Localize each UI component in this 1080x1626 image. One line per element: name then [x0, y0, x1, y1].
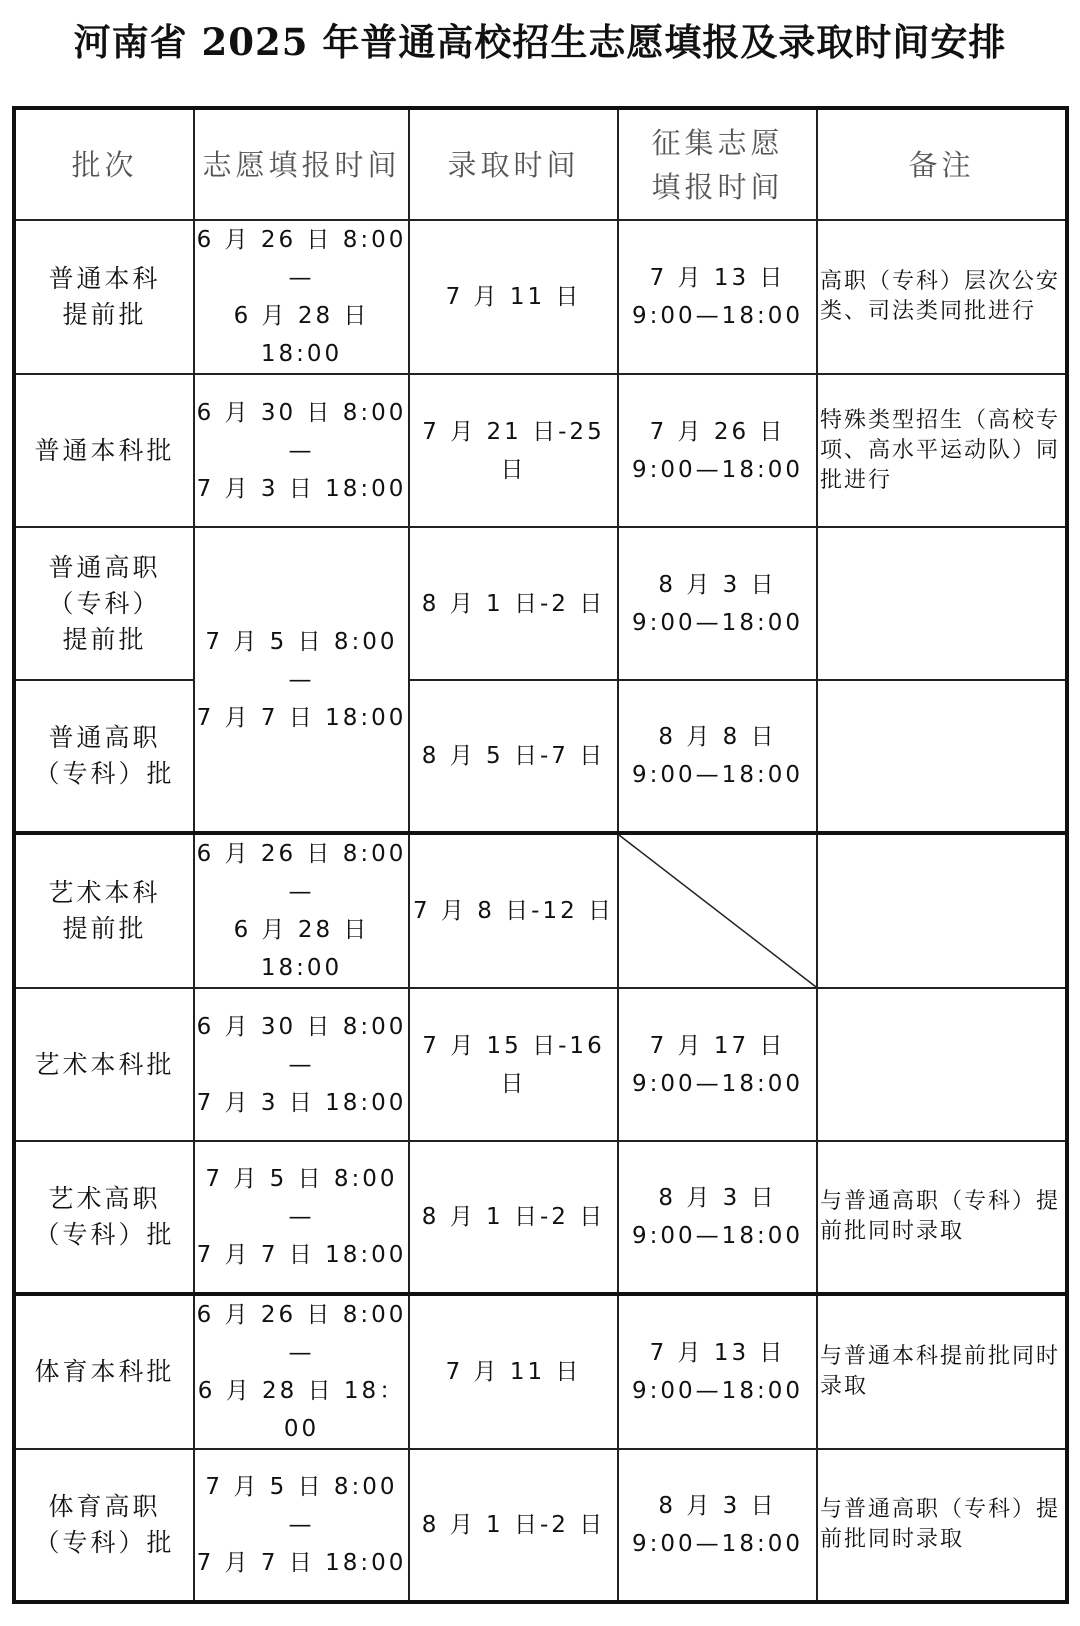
remarks-cell: 高职（专科）层次公安类、司法类同批进行 — [817, 220, 1067, 374]
remarks-cell — [817, 527, 1067, 680]
header-row — [14, 108, 1067, 220]
supplementary-time-cell: 7 月 13 日 9:00—18:00 — [618, 1294, 817, 1449]
table-row — [14, 1294, 1067, 1449]
remarks-cell: 与普通本科提前批同时录取 — [817, 1294, 1067, 1449]
admission-time-cell: 8 月 1 日-2 日 — [409, 1141, 618, 1294]
table-row — [14, 220, 1067, 374]
supplementary-time-cell: 8 月 3 日 9:00—18:00 — [618, 1141, 817, 1294]
fill-time-cell: 6 月 26 日 8:00 — 6 月 28 日 18:00 — [194, 220, 409, 374]
remarks-cell: 与普通高职（专科）提前批同时录取 — [817, 1449, 1067, 1602]
remarks-cell: 与普通高职（专科）提前批同时录取 — [817, 1141, 1067, 1294]
fill-time-cell: 6 月 30 日 8:00 — 7 月 3 日 18:00 — [194, 988, 409, 1141]
remarks-cell — [817, 680, 1067, 833]
batch-cell: 普通本科批 — [14, 374, 194, 527]
admission-time-cell: 7 月 8 日-12 日 — [409, 833, 618, 988]
supplementary-time-cell: 8 月 3 日 9:00—18:00 — [618, 527, 817, 680]
admission-time-cell: 7 月 15 日-16 日 — [409, 988, 618, 1141]
fill-time-cell: 7 月 5 日 8:00 — 7 月 7 日 18:00 — [194, 1141, 409, 1294]
table-row — [14, 527, 1067, 680]
batch-cell: 普通高职 （专科）批 — [14, 680, 194, 833]
admission-time-cell: 7 月 21 日-25 日 — [409, 374, 618, 527]
fill-time-cell: 7 月 5 日 8:00 — 7 月 7 日 18:00 — [194, 1449, 409, 1602]
admission-time-cell: 7 月 11 日 — [409, 220, 618, 374]
diagonal-slash — [619, 835, 816, 987]
fill-time-cell: 6 月 26 日 8:00 — 6 月 28 日 18：00 — [194, 1294, 409, 1449]
batch-cell: 体育高职 （专科）批 — [14, 1449, 194, 1602]
supplementary-time-cell: 8 月 8 日 9:00—18:00 — [618, 680, 817, 833]
header-supplementary-time: 征集志愿 填报时间 — [618, 108, 817, 220]
not-applicable-cell — [618, 833, 817, 988]
fill-time-cell: 6 月 30 日 8:00 — 7 月 3 日 18:00 — [194, 374, 409, 527]
remarks-cell — [817, 988, 1067, 1141]
admission-time-cell: 8 月 1 日-2 日 — [409, 1449, 618, 1602]
table-row — [14, 833, 1067, 988]
remarks-cell: 特殊类型招生（高校专项、高水平运动队）同批进行 — [817, 374, 1067, 527]
schedule-table — [12, 106, 1069, 1604]
admission-time-cell: 8 月 5 日-7 日 — [409, 680, 618, 833]
supplementary-time-cell: 7 月 17 日 9:00—18:00 — [618, 988, 817, 1141]
fill-time-cell: 7 月 5 日 8:00 — 7 月 7 日 18:00 — [194, 527, 409, 833]
table-row — [14, 1141, 1067, 1294]
batch-cell: 普通本科 提前批 — [14, 220, 194, 374]
admission-time-cell: 7 月 11 日 — [409, 1294, 618, 1449]
document-title: 河南省 2025 年普通高校招生志愿填报及录取时间安排 — [73, 20, 1007, 64]
header-admission-time: 录取时间 — [409, 108, 618, 220]
admission-time-cell: 8 月 1 日-2 日 — [409, 527, 618, 680]
supplementary-time-cell: 8 月 3 日 9:00—18:00 — [618, 1449, 817, 1602]
batch-cell: 体育本科批 — [14, 1294, 194, 1449]
table-row — [14, 988, 1067, 1141]
supplementary-time-cell: 7 月 26 日 9:00—18:00 — [618, 374, 817, 527]
table-row — [14, 374, 1067, 527]
supplementary-time-cell: 7 月 13 日 9:00—18:00 — [618, 220, 817, 374]
table-row — [14, 1449, 1067, 1602]
fill-time-cell: 6 月 26 日 8:00 — 6 月 28 日 18:00 — [194, 833, 409, 988]
batch-cell: 艺术本科批 — [14, 988, 194, 1141]
batch-cell: 普通高职 （专科） 提前批 — [14, 527, 194, 680]
header-batch: 批次 — [14, 108, 194, 220]
batch-cell: 艺术高职 （专科）批 — [14, 1141, 194, 1294]
header-remarks: 备注 — [817, 108, 1067, 220]
batch-cell: 艺术本科 提前批 — [14, 833, 194, 988]
table-row — [14, 680, 1067, 833]
remarks-cell — [817, 833, 1067, 988]
header-fill-time: 志愿填报时间 — [194, 108, 409, 220]
